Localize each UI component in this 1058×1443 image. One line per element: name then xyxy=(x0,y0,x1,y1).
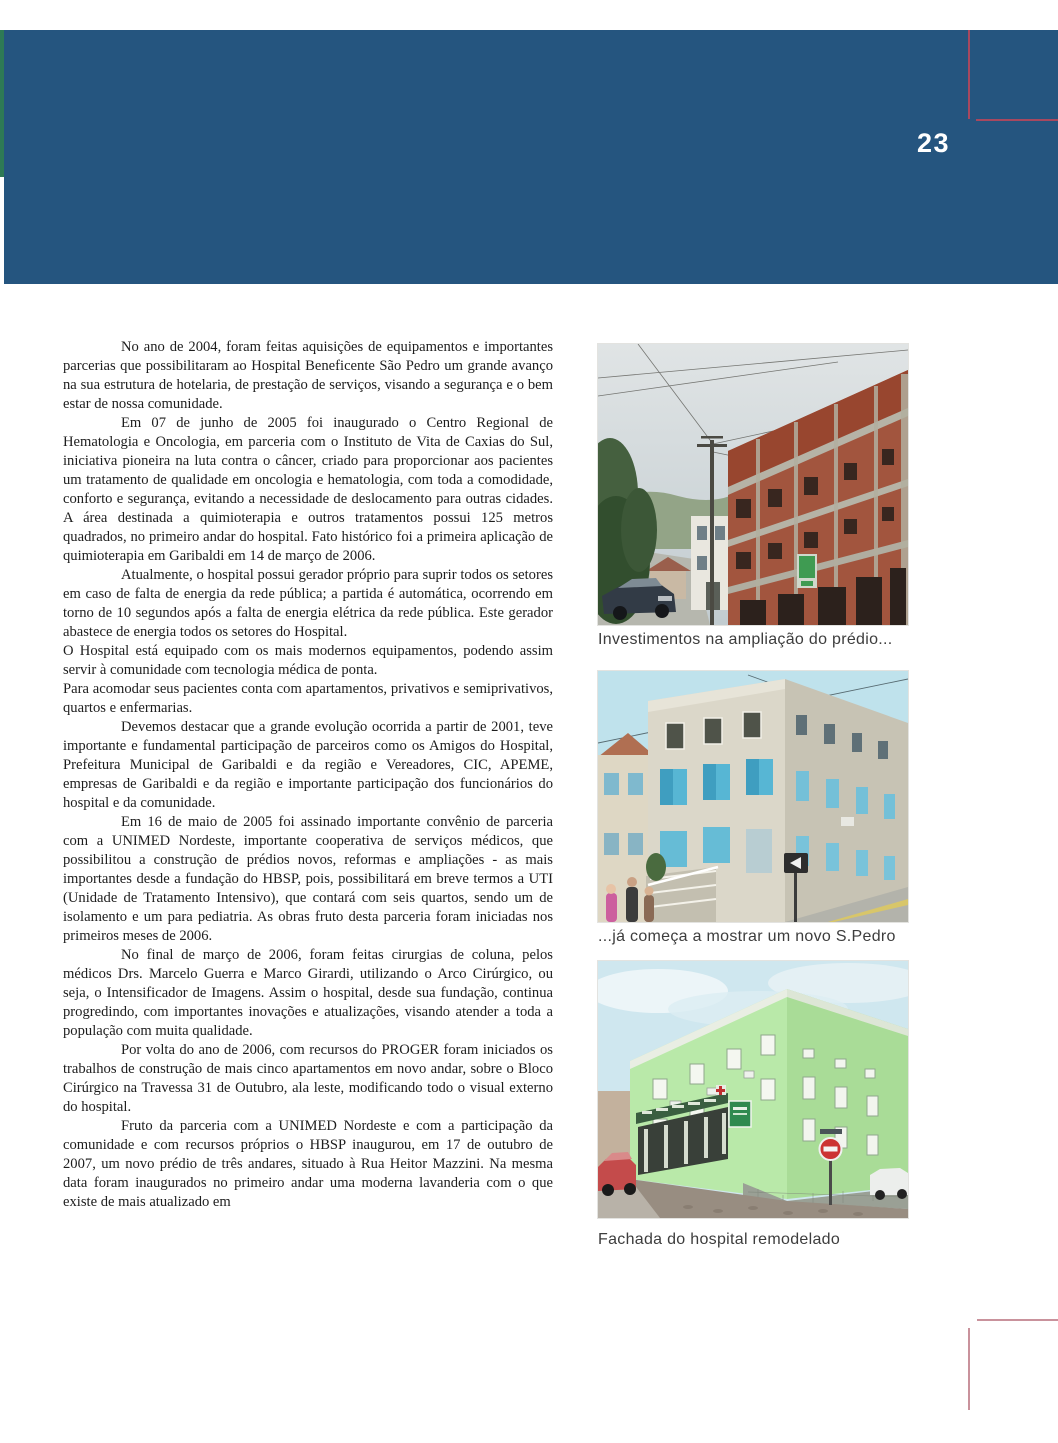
figure-caption-3: Fachada do hospital remodelado xyxy=(598,1231,841,1248)
article-text-column xyxy=(63,338,553,1212)
paragraph-5: Para acomodar seus pacientes conta com apartamentos, privativos e semiprivativos, quartos e enfermarias. xyxy=(63,681,553,716)
paragraph-7: Em 16 de maio de 2005 foi assinado importante convênio de parceria com a UNIMED Nordeste, importante cooperativa de serviços médicos, que possibilitou a construção de prédios novos, reformas e ampliações - as mais importantes desde a fundação do HBSP, pois, possibilitará em breve termos a UTI (Unidade de Tratamento Intensivo), que contará com seis quartos, sendo um de isolamento e um para pediatria. As obras fruto desta parceria foram iniciadas nos primeiros meses de 2006. xyxy=(63,814,553,944)
paragraph-1: No ano de 2004, foram feitas aquisições de equipamentos e importantes parcerias que possibilitaram ao Hospital Beneficente São Pedro um grande avanço na sua estrutura de hotelaria, de prestação de serviços, visando a segurança e o bem estar de nossa comunidade. xyxy=(63,339,553,412)
header-band xyxy=(4,30,1058,284)
green-accent-bar xyxy=(0,30,4,177)
crop-mark-bottom-right-horizontal xyxy=(977,1319,1058,1321)
paragraph-6: Devemos destacar que a grande evolução ocorrida a partir de 2001, teve importante e fundamental participação de parceiros como os Amigos do Hospital, Prefeitura Municipal de Garibaldi e da região e Vereadores, CIC, APEME, empresas de Garibaldi e da região e importante participação dos funcionários do hospital e da comunidade. xyxy=(63,719,553,811)
green-hospital-photo-image xyxy=(598,961,908,1218)
white-building-photo-image xyxy=(598,671,908,922)
page-number: 23 xyxy=(917,128,951,158)
paragraph-3: Atualmente, o hospital possui gerador próprio para suprir todos os setores em caso de falta de energia da rede pública; a partida é automática, ocorrendo em torno de 10 segundos após a falta de energia elétrica da rede pública. Este gerador abastece de energia todos os setores do Hospital. xyxy=(63,567,553,640)
crop-mark-bottom-right-vertical xyxy=(968,1328,970,1410)
crop-mark-top-right-vertical xyxy=(968,30,970,119)
figure-facade xyxy=(598,961,908,1249)
paragraph-4: O Hospital está equipado com os mais modernos equipamentos, podendo assim servir à comunidade com tecnologia médica de ponta. xyxy=(63,643,553,678)
figure-caption-2: ...já começa a mostrar um novo S.Pedro xyxy=(598,928,896,945)
paragraph-10: Fruto da parceria com a UNIMED Nordeste e com a participação da comunidade e com recursos próprios o HBSP inaugurou, em 17 de outubro de 2007, um novo prédio de três andares, situado à Rua Heitor Mazzini. Na mesma data foram inaugurados no primeiro andar uma moderna lavanderia com o que existe de mais atualizado em xyxy=(63,1118,553,1210)
construction-photo-image xyxy=(598,344,908,625)
figure-new-sao-pedro xyxy=(598,671,908,946)
paragraph-2: Em 07 de junho de 2005 foi inaugurado o Centro Regional de Hematologia e Oncologia, em parceria com o Instituto de Vita de Caxias do Sul, iniciativa pioneira na luta contra o câncer, criado para proporcionar aos pacientes um tratamento de qualidade em oncologia e hematologia, com toda a comodidade, conforto e segurança, evitando a necessidade de deslocamento para outras cidades. A área destinada a quimioterapia e outros tratamentos possui 125 metros quadrados, no primeiro andar do hospital. Fato histórico foi a primeira aplicação de quimioterapia em Garibaldi em 14 de março de 2006. xyxy=(63,415,553,564)
figure-construction xyxy=(598,344,908,649)
paragraph-8: No final de março de 2006, foram feitas cirurgias de coluna, pelos médicos Drs. Marcelo Guerra e Marco Girardi, utilizando o Arco Cirúrgico, ou seja, o Intensificador de Imagens. Assim o hospital, desde sua fundação, continua progredindo, com importantes inovações e atualizações, visando atender a toda a população com muita qualidade. xyxy=(63,947,553,1039)
paragraph-9: Por volta do ano de 2006, com recursos do PROGER foram iniciados os trabalhos de construção de mais cinco apartamentos em novo andar, sobre o Bloco Cirúrgico na Travessa 31 de Outubro, ala leste, modificando todo o visual externo do hospital. xyxy=(63,1042,553,1115)
figure-caption-1: Investimentos na ampliação do prédio... xyxy=(598,631,893,648)
crop-mark-top-right-horizontal xyxy=(976,119,1058,121)
